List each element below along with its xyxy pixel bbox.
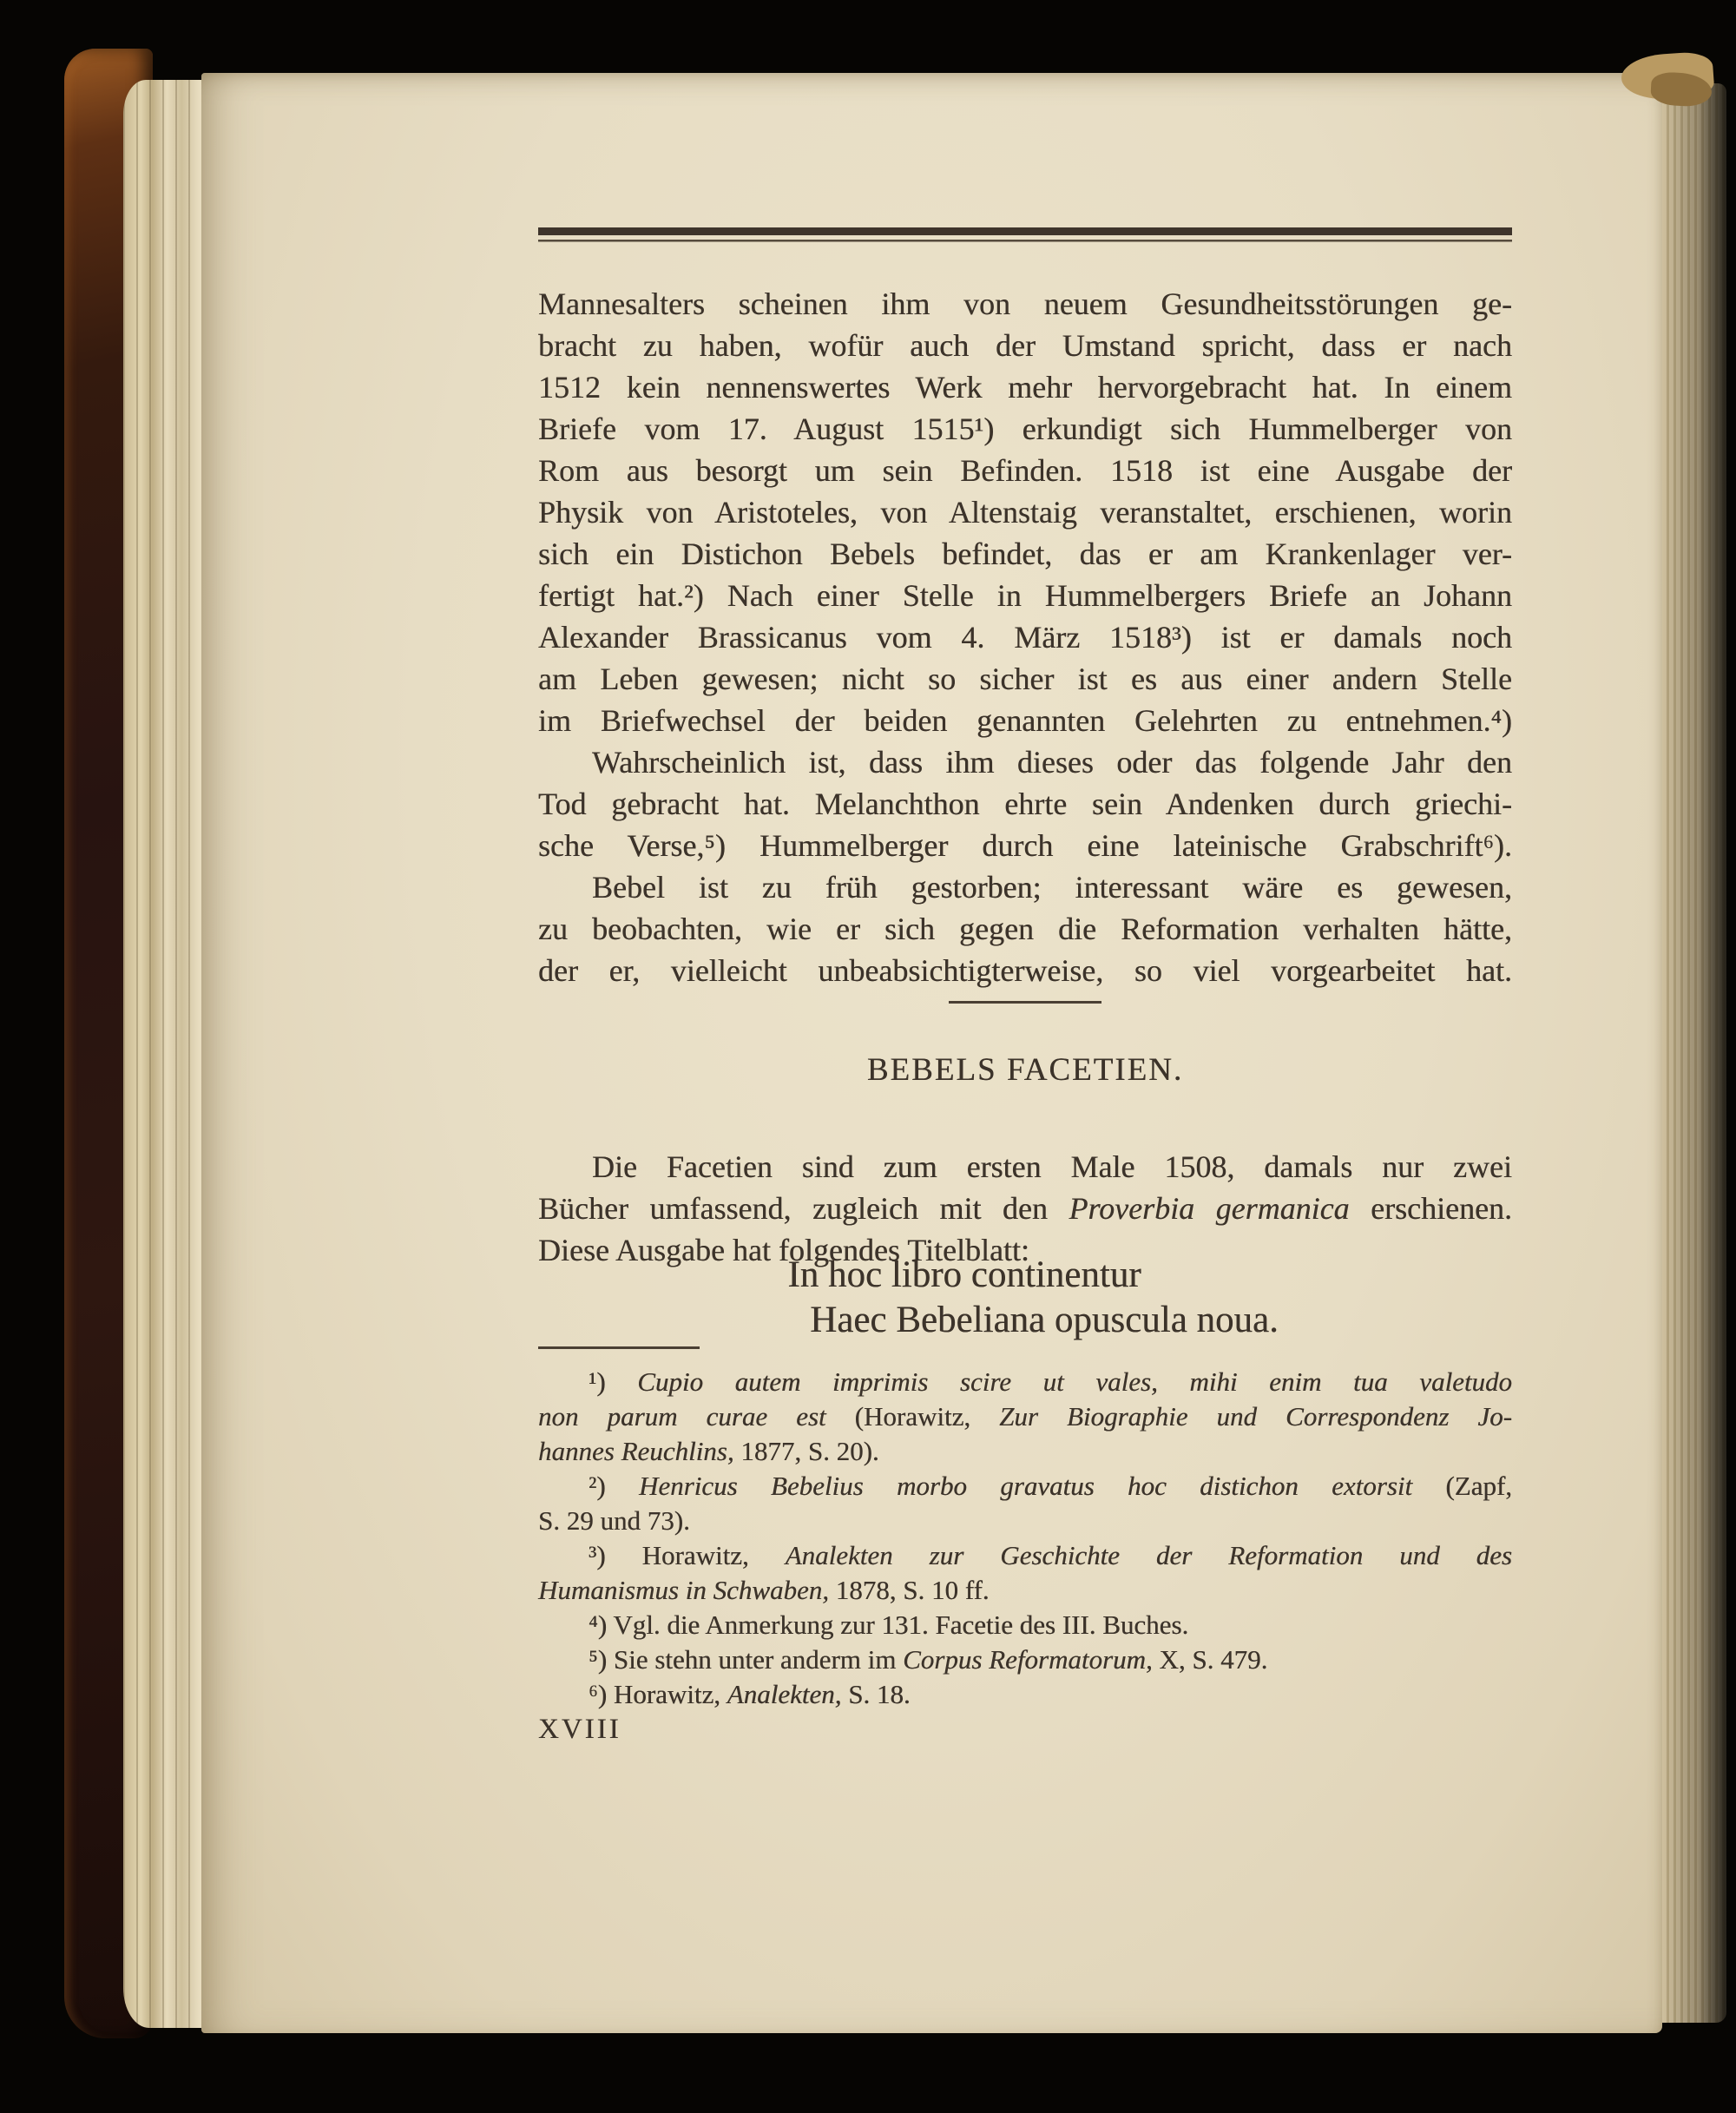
text-line: bracht zu haben, wofür auch der Umstand spricht, dass er nach — [538, 328, 1512, 363]
text-line: ⁴) Vgl. die Anmerkung zur 131. Facetie des III. Buches. — [589, 1609, 1189, 1640]
footnotes — [538, 1365, 1512, 1712]
text-line: 1512 kein nennenswertes Werk mehr hervorgebracht hat. In einem — [538, 370, 1512, 405]
text-line: Bücher umfassend, zugleich mit den Proverbia germanica erschienen. — [538, 1191, 1512, 1226]
text-line: ⁵) Sie stehn unter anderm im Corpus Reformatorum, X, S. 479. — [589, 1644, 1268, 1675]
text-line: ⁶) Horawitz, Analekten, S. 18. — [589, 1679, 911, 1709]
text-line: ³) Horawitz, Analekten zur Geschichte der Reformation und des — [589, 1540, 1512, 1570]
quoted-title — [538, 1253, 1512, 1343]
text-line: ¹) Cupio autem imprimis scire ut vales, mihi enim tua valetudo — [589, 1366, 1513, 1397]
quoted-title-line: In hoc libro continentur — [787, 1254, 1141, 1295]
footnote-rule — [538, 1346, 700, 1349]
text-line: Diese Ausgabe hat folgendes Titelblatt: — [538, 1233, 1029, 1267]
text-line: am Leben gewesen; nicht so sicher ist es aus einer andern Stelle — [538, 662, 1512, 696]
main-text — [538, 283, 1512, 991]
text-line: im Briefwechsel der beiden genannten Gelehrten zu entnehmen.⁴) — [538, 703, 1512, 738]
page-number: XVIII — [538, 1714, 621, 1745]
fore-edge-pages — [1662, 83, 1726, 2023]
text-line: Rom aus besorgt um sein Befinden. 1518 ist eine Ausgabe der — [538, 453, 1512, 488]
section-divider-rule — [949, 1001, 1101, 1004]
text-line: non parum curae est (Horawitz, Zur Biographie und Correspondenz Jo- — [538, 1401, 1512, 1432]
text-line: Die Facetien sind zum ersten Male 1508, damals nur zwei — [592, 1149, 1512, 1184]
text-line: S. 29 und 73). — [538, 1505, 690, 1536]
text-line: sche Verse,⁵) Hummelberger durch eine lateinische Grabschrift⁶). — [538, 828, 1512, 863]
quoted-title-line: Haec Bebeliana opuscula noua. — [810, 1300, 1279, 1340]
text-line: hannes Reuchlins, 1877, S. 20). — [538, 1436, 879, 1466]
text-line: ²) Henricus Bebelius morbo gravatus hoc distichon extorsit (Zapf, — [589, 1471, 1513, 1501]
text-line: der er, vielleicht unbeabsichtigterweise, so viel vorgearbeitet hat. — [538, 953, 1512, 988]
text-line: sich ein Distichon Bebels befindet, das er am Krankenlager ver- — [538, 536, 1512, 571]
text-line: fertigt hat.²) Nach einer Stelle in Hummelbergers Briefe an Johann — [538, 578, 1512, 613]
text-line: Humanismus in Schwaben, 1878, S. 10 ff. — [538, 1575, 990, 1605]
text-line: Bebel ist zu früh gestorben; interessant wäre es gewesen, — [592, 870, 1512, 905]
section-heading: BEBELS FACETIEN. — [866, 1052, 1184, 1088]
text-line: Briefe vom 17. August 1515¹) erkundigt sich Hummelberger von — [538, 411, 1512, 446]
text-line: Tod gebracht hat. Melanchthon ehrte sein Andenken durch griechi- — [538, 787, 1512, 821]
text-line: Mannesalters scheinen ihm von neuem Gesundheitsstörungen ge- — [538, 286, 1512, 321]
header-rule — [538, 227, 1512, 243]
text-line: Alexander Brassicanus vom 4. März 1518³) ist er damals noch — [538, 620, 1512, 655]
text-line: Wahrscheinlich ist, dass ihm dieses oder das folgende Jahr den — [592, 745, 1512, 780]
text-line: zu beobachten, wie er sich gegen die Reformation verhalten hätte, — [538, 912, 1512, 946]
text-line: Physik von Aristoteles, von Altenstaig veranstaltet, erschienen, worin — [538, 495, 1512, 530]
